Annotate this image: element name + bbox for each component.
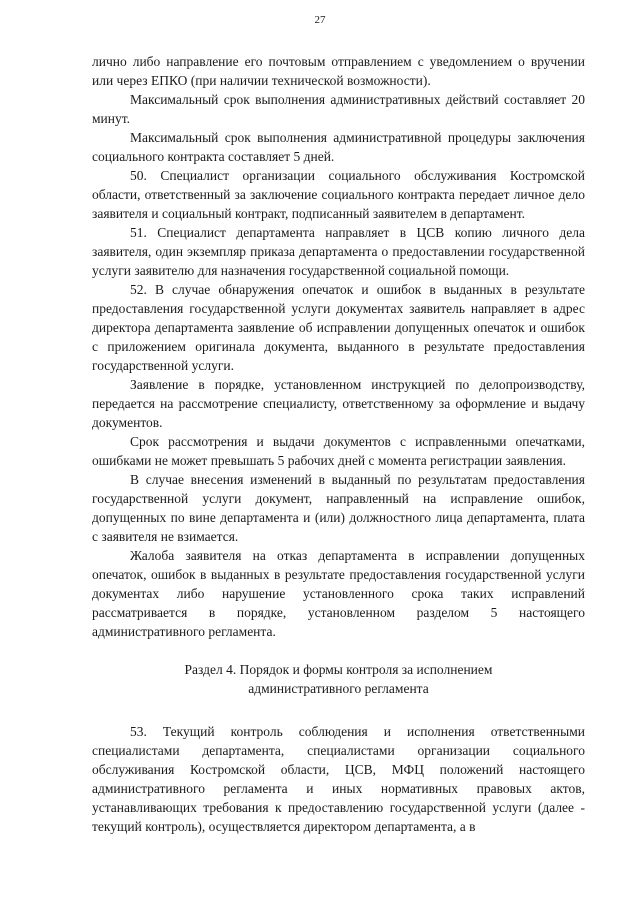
paragraph-51: 51. Специалист департамента направляет в ЦСВ копию личного дела заявителя, один экземпляр приказа департамента о предоставлении государственной услуги заявителю для назначения государственной социальной помощи. xyxy=(92,225,585,278)
paragraph-continuation: лично либо направление его почтовым отправлением с уведомлением о вручении или через ЕПКО (при наличии технической возможности). xyxy=(92,54,585,88)
paragraph-52: 52. В случае обнаружения опечаток и ошибок в выданных в результате предоставления государственной услуги документах заявитель направляет в адрес директора департамента заявление об исправлении допущенных опечаток и ошибок с приложением оригинала документа, выданного в результате предоставления государственной услуги. xyxy=(92,282,585,373)
paragraph-max-time-actions: Максимальный срок выполнения административных действий составляет 20 минут. xyxy=(92,92,585,126)
paragraph-complaint: Жалоба заявителя на отказ департамента в исправлении допущенных опечаток, ошибок в выданных в результате предоставления государственной услуги документах либо нарушение установленного срока таких исправлений рассматривается в порядке, установленном разделом 5 настоящего административного регламента. xyxy=(92,548,585,639)
paragraph-review-period: Срок рассмотрения и выдачи документов с исправленными опечатками, ошибками не может превышать 5 рабочих дней с момента регистрации заявления. xyxy=(92,434,585,468)
paragraph-50: 50. Специалист организации социального обслуживания Костромской области, ответственный за заключение социального контракта передает личное дело заявителя и социальный контракт, подписанный заявителем в департамент. xyxy=(92,168,585,221)
paragraph-application: Заявление в порядке, установленном инструкцией по делопроизводству, передается на рассмотрение специалисту, ответственному за оформление и выдачу документов. xyxy=(92,377,585,430)
page-number: 27 xyxy=(314,14,326,26)
section-heading-line1: Раздел 4. Порядок и формы контроля за исполнением xyxy=(184,662,493,677)
paragraph-max-time-procedure: Максимальный срок выполнения административной процедуры заключения социального контракта составляет 5 дней. xyxy=(92,130,585,164)
document-body xyxy=(92,52,585,836)
paragraph-53: 53. Текущий контроль соблюдения и исполнения ответственными специалистами департамента, специалистами организации социального обслуживания Костромской области, ЦСВ, МФЦ положений настоящего административного регламента и иных нормативных правовых актов, устанавливающих требования к предоставлению государственной услуги (далее - текущий контроль), осуществляется директором департамента, а в xyxy=(92,724,585,834)
paragraph-no-fee: В случае внесения изменений в выданный по результатам предоставления государственной услуги документ, направленный на исправление ошибок, допущенных по вине департамента и (или) должностного лица департамента, плата с заявителя не взимается. xyxy=(92,472,585,544)
section-heading xyxy=(92,660,585,698)
section-heading-line2: административного регламента xyxy=(248,681,429,696)
